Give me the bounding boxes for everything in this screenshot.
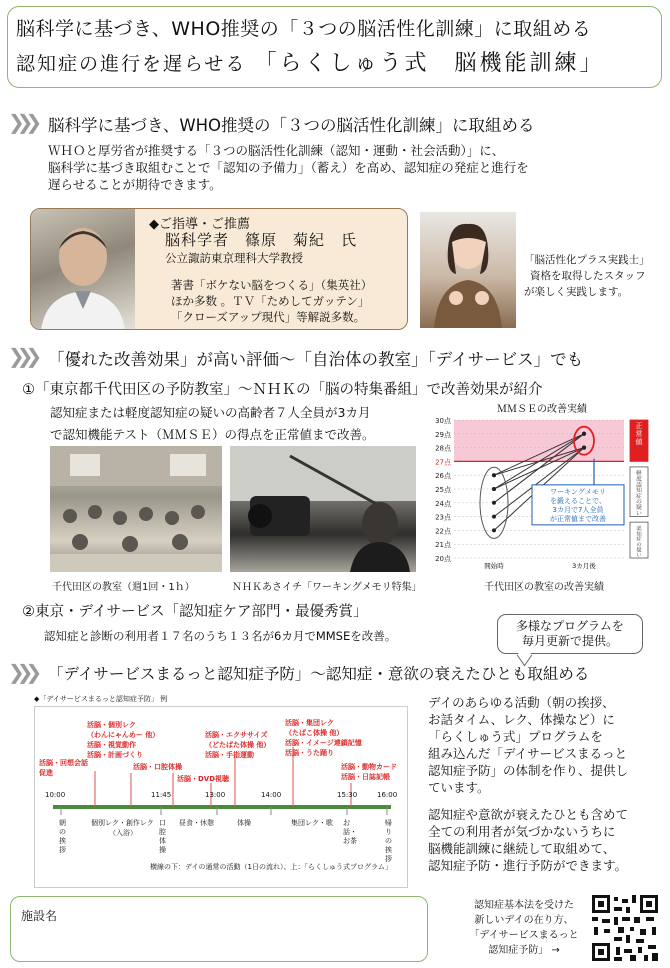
- title-line2: [16, 46, 605, 77]
- timeline-activity: 活脳・日誌記帳: [341, 773, 390, 781]
- section3-description-line: お話タイム、レク、体操など）に: [428, 712, 615, 727]
- qr-code-icon[interactable]: [590, 893, 660, 963]
- section2-sub2-body: 認知症と診断の利用者１７名のうち１３名が6カ月でMMSEを改善。: [44, 629, 397, 643]
- band-label-char: 度: [636, 476, 642, 483]
- timeline-box: [34, 706, 408, 888]
- classroom-caption: 千代田区の教室（週1回・1ｈ）: [52, 582, 195, 593]
- section3-description-line: デイのあらゆる活動（朝の挨拶、: [428, 695, 615, 710]
- section1-body-line: ＷＨＯと厚労省が推奨する「３つの脳活性化訓練（認知・運動・社会活動）」に、: [48, 143, 505, 158]
- timeline-caption: 横線の下：デイの通常の活動（1日の流れ）、上：「らくしゅう式プログラム」: [150, 863, 392, 871]
- y-tick-label: 28点: [435, 444, 451, 453]
- timeline-activity: 活脳・回想会話: [39, 759, 88, 767]
- series-point: [492, 501, 496, 505]
- chart-caption: 千代田区の教室の改善実績: [484, 582, 604, 593]
- staff-caption-line: 「脳活性化プラス実践士」: [524, 254, 650, 266]
- band-label-char: い: [636, 552, 642, 559]
- series-point: [582, 432, 586, 436]
- timeline-time: 16:00: [377, 791, 398, 799]
- section3-description: [428, 694, 628, 874]
- tv-photo: [230, 446, 416, 572]
- section2-sub1: ①「東京都千代田区の予防教室」～ＮＨＫの「脳の特集番組」で改善効果が紹介: [22, 382, 543, 398]
- section3-heading: 「デイサービスまるっと認知症予防」～認知症・意欲の衰えたひとも取組める: [48, 665, 590, 683]
- timeline-activity: 活脳・うた踊り: [285, 749, 334, 757]
- section3-description-line: 組み込んだ「デイサービスまるっと: [428, 746, 628, 761]
- series-point: [582, 446, 586, 450]
- annotation-text: 3カ月で7人全員: [552, 505, 604, 514]
- mmse-chart: [424, 398, 656, 574]
- timeline-normal-activity: 口腔体操: [159, 819, 166, 854]
- timeline-normal-activity: 昼食・休憩: [179, 819, 214, 827]
- timeline-time: 10:00: [45, 791, 66, 799]
- timeline-activity: 活脳・個別レク: [87, 721, 136, 729]
- timeline-normal-activity: 個別レク・創作レク: [91, 819, 154, 827]
- section2-sub1-body-line: で認知機能テスト（ＭＭＳＥ）の得点を正常値まで改善。: [50, 427, 375, 442]
- x-tick-label: 開始時: [484, 562, 504, 570]
- advisor-photo: [31, 209, 135, 330]
- qr-caption-line: 認知症基本法を受けた: [474, 900, 574, 911]
- mmse-chart-svg: [424, 398, 656, 574]
- qr-caption-line: 「デイサービスまるっと: [469, 930, 579, 941]
- advisor-books-line: 「クローズアップ現代」等解説多数。: [171, 310, 366, 324]
- section1-body: [48, 142, 529, 193]
- band-label-char: 常: [635, 430, 643, 438]
- timeline-normal-activity: お話・お茶: [343, 819, 357, 845]
- section3-description-line: 「らくしゅう式」プログラムを: [428, 729, 603, 744]
- y-tick-label: 23点: [435, 513, 451, 522]
- band-label-char: 認: [636, 482, 642, 489]
- program-speech-bubble: [497, 614, 643, 654]
- series-point: [492, 528, 496, 532]
- timeline-activity: 促進: [39, 769, 53, 777]
- section2-sub2: ②東京・デイサービス「認知症ケア部門・最優秀賞」: [22, 604, 368, 620]
- timeline-title: ◆「デイサービスまるっと認知症予防」 例: [34, 695, 168, 703]
- timeline-activity: （たばこ体操 他）: [285, 729, 344, 737]
- y-tick-label: 22点: [435, 527, 451, 536]
- band-label-char: 知: [636, 488, 642, 495]
- y-tick-label: 20点: [435, 555, 451, 563]
- staff-photo: [420, 212, 516, 328]
- series-point: [492, 487, 496, 491]
- advisor-books-line: 著書「ボケない脳をつくる」（集英社）: [171, 278, 373, 292]
- section3-description-line: 認知症予防・進行予防ができます。: [428, 858, 628, 873]
- series-point: [492, 515, 496, 519]
- band-label-char: 疑: [636, 547, 642, 554]
- advisor-books-line: ほか多数 。ＴＶ「ためしてガッテン」: [171, 294, 370, 308]
- advisor-name: 脳科学者 篠原 菊紀 氏: [165, 231, 358, 249]
- band-label-char: の: [636, 499, 642, 506]
- annotation-text: が正常値まで改善: [550, 514, 606, 523]
- staff-caption-line: 資格を取得したスタッフ: [530, 270, 646, 282]
- y-tick-label: 21点: [435, 541, 451, 550]
- timeline-activity: 活脳・手指運動: [205, 751, 254, 759]
- band-label-char: 値: [635, 438, 643, 446]
- x-tick-label: 3カ月後: [572, 562, 596, 570]
- y-tick-label: 27点: [435, 458, 451, 467]
- band-label-char: 正: [635, 422, 643, 430]
- section1-heading-row: [8, 110, 34, 134]
- qr-caption: [462, 898, 586, 958]
- section3-heading-row: [8, 660, 34, 684]
- section1-body-line: 脳科学に基づき取組むことで「認知の予備力」（蓄え）を高め、認知症の発症と進行を: [48, 160, 529, 175]
- band-label-char: 症: [636, 493, 642, 500]
- band-label-char: 軽: [636, 470, 642, 477]
- timeline-normal-activity: 朝の挨拶: [59, 819, 66, 854]
- qr-caption-line: 新しいデイの在り方、: [474, 915, 574, 926]
- series-point: [492, 473, 496, 477]
- advisor-card: [30, 208, 408, 330]
- annotation-text: を鍛えることで、: [550, 496, 606, 505]
- band-label-char: 認: [636, 526, 642, 533]
- section3-description-line: 全ての利用者が気づかないうちに: [428, 824, 616, 839]
- section3-description-line: 脳機能訓練に継続して取組めて、: [428, 841, 616, 856]
- section3-description-line: 認知症予防」の体制を作り、提供し: [428, 763, 629, 778]
- section3-description-line: 認知症や意欲が衰えたひとも含めて: [428, 807, 629, 822]
- section1-body-line: 遅らせることが期待できます。: [48, 177, 222, 192]
- timeline-time: 13:00: [205, 791, 226, 799]
- timeline-activity: （わんにゃんめー 他）: [87, 731, 160, 739]
- staff-caption-line: が楽しく実践します。: [524, 286, 629, 298]
- facility-label: 施設名: [21, 909, 58, 923]
- timeline-time: 15:30: [337, 791, 358, 799]
- title-prefix: 認知症の進行を遅らせる: [16, 53, 247, 75]
- section2-sub1-body: [50, 404, 375, 443]
- qr-caption-line: 認知症予防」 →: [488, 945, 560, 956]
- advisor-affiliation: 公立諏訪東京理科大学教授: [165, 251, 303, 265]
- tv-caption: ＮＨＫあさイチ「ワーキングメモリ特集」: [232, 582, 422, 593]
- title-line1: 脳科学に基づき、WHO推奨の「３つの脳活性化訓練」に取組める: [16, 18, 592, 40]
- chevron-right-icon: ❯❯❯: [8, 110, 35, 134]
- timeline-normal-activity: 体操: [237, 819, 251, 827]
- chevron-right-icon: ❯❯❯: [8, 660, 35, 684]
- timeline-activity: 活脳・動物カード: [341, 763, 397, 771]
- timeline-activity: 活脳・エクササイズ: [205, 731, 268, 739]
- normal-range-band: [454, 420, 624, 461]
- advisor-label: ◆ご指導・ご推薦: [149, 217, 250, 232]
- speech-line: 毎月更新で提供。: [521, 634, 618, 648]
- y-tick-label: 26点: [435, 472, 451, 481]
- timeline-activity: 活脳・視覚動作: [87, 741, 136, 749]
- y-tick-label: 24点: [435, 499, 451, 508]
- timeline-activity: 活脳・計画づくり: [87, 751, 143, 759]
- timeline-normal-activity: 帰りの挨拶: [385, 819, 392, 863]
- timeline-activity: 活脳・イメージ連鎖記憶: [285, 739, 362, 747]
- timeline-activity: 活脳・口腔体操: [133, 763, 182, 771]
- chart-title: ＭＭＳＥの改善実績: [497, 404, 587, 415]
- section2-heading: 「優れた改善効果」が高い評価～「自治体の教室」「デイサービス」でも: [48, 350, 584, 369]
- timeline-time: 11:45: [151, 791, 172, 799]
- advisor-books: [171, 277, 372, 325]
- timeline-activity: （どたばた体操 他）: [205, 741, 271, 749]
- band-label-char: 症: [636, 536, 642, 543]
- y-tick-label: 25点: [435, 486, 451, 494]
- timeline-activity: 活脳・集団レク: [285, 719, 334, 727]
- annotation-text: ワーキングメモリ: [550, 487, 606, 496]
- section2-sub1-body-line: 認知症または軽度認知症の疑いの高齢者７人全員が3カ月: [50, 405, 371, 420]
- section2-heading-row: [8, 344, 34, 368]
- staff-caption: [524, 252, 650, 300]
- timeline-normal-activity: （入浴）: [109, 829, 137, 837]
- timeline-activity: 活脳・DVD視聴: [177, 775, 230, 783]
- timeline-normal-activity: 集団レク・歌: [291, 819, 333, 827]
- title-main: 「らくしゅう式 脳機能訓練」: [254, 51, 605, 76]
- band-label-char: い: [636, 510, 642, 517]
- timeline-time: 14:00: [261, 791, 282, 799]
- chevron-right-icon: ❯❯❯: [8, 344, 35, 368]
- band-label-char: 知: [636, 531, 642, 538]
- y-tick-label: 30点: [435, 417, 451, 425]
- speech-line: 多様なプログラムを: [516, 619, 624, 633]
- band-label-char: の: [636, 542, 642, 549]
- section1-heading: 脳科学に基づき、WHO推奨の「３つの脳活性化訓練」に取組める: [48, 116, 535, 135]
- facility-name-box[interactable]: [10, 896, 428, 962]
- y-tick-label: 29点: [435, 430, 451, 439]
- classroom-photo: [50, 446, 222, 572]
- section3-description-line: ています。: [428, 780, 490, 795]
- band-label-char: 疑: [636, 505, 642, 512]
